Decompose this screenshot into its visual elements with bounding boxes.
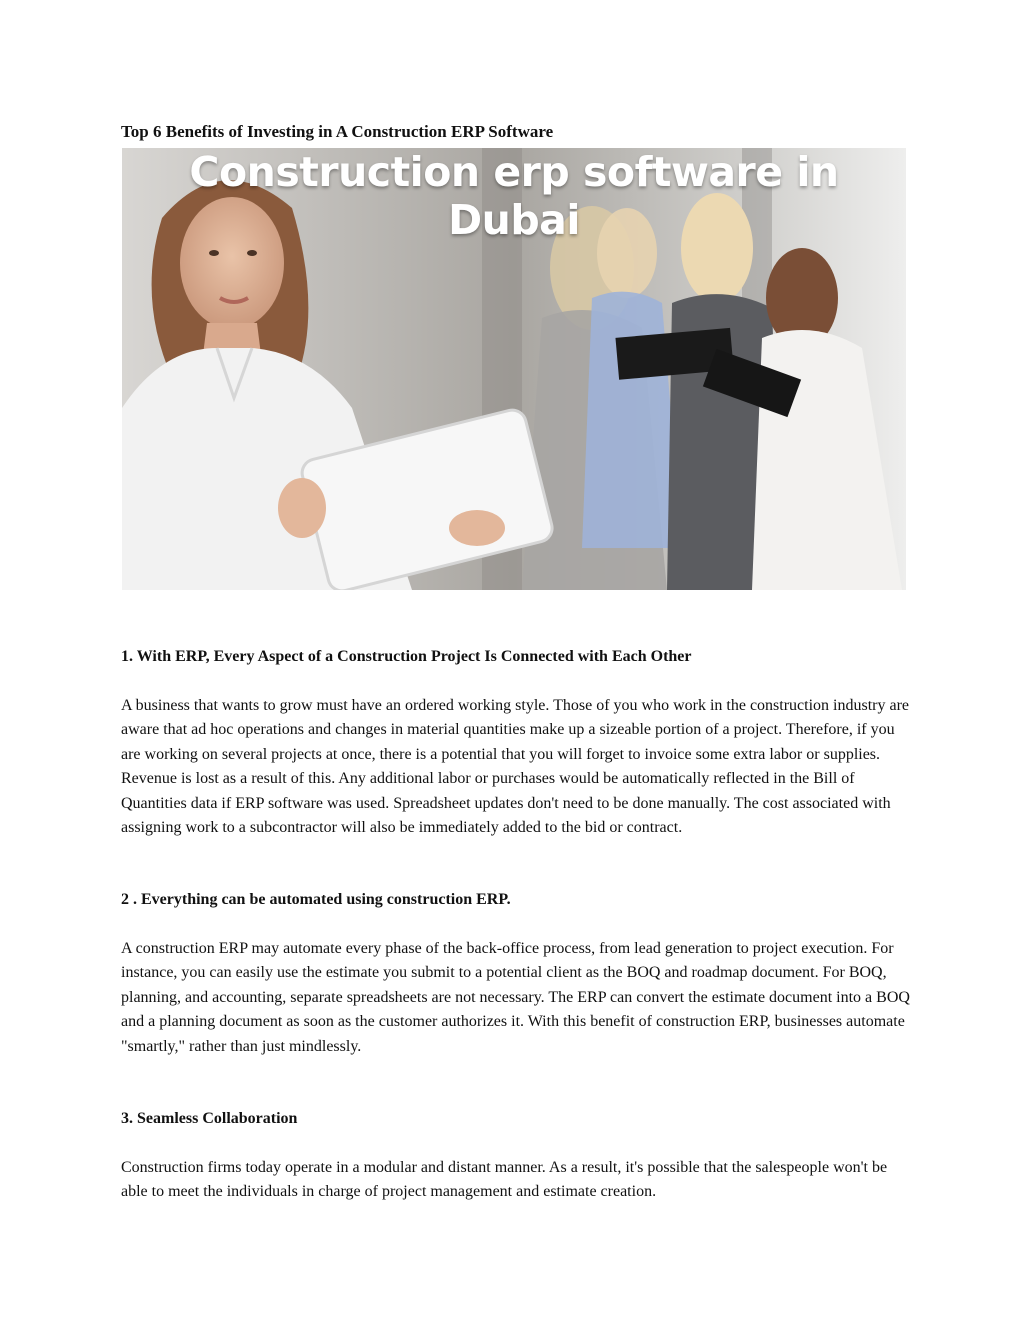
section-3-body: Construction firms today operate in a modular and distant manner. As a result, it's possible that the salespeople won't be able to meet the individuals in charge of project management and estimate creation. <box>121 1159 888 1201</box>
hero-image-caption: Construction erp software in Dubai <box>189 148 839 244</box>
document-title: Top 6 Benefits of Investing in A Construction ERP Software <box>121 122 554 141</box>
section-3-heading: 3. Seamless Collaboration <box>121 1110 298 1127</box>
section-2-body: A construction ERP may automate every phase of the back-office process, from lead generation to project execution. For instance, you can easily use the estimate you submit to a potential client as the BOQ and roadmap document. For BOQ, planning, and accounting, separate spreadsheets are not necessary. The ERP can convert the estimate document into a BOQ and a planning document as soon as the customer authorizes it. With this benefit of construction ERP, businesses automate "smartly," rather than just mindlessly. <box>121 940 910 1055</box>
section-1-heading: 1. With ERP, Every Aspect of a Construction Project Is Connected with Each Other <box>121 648 692 665</box>
section-2-heading: 2 . Everything can be automated using construction ERP. <box>121 891 511 908</box>
section-1-body: A business that wants to grow must have an ordered working style. Those of you who work in the construction industry are aware that ad hoc operations and changes in material quantities make up a sizeable portion of a project. Therefore, if you are working on several projects at once, there is a potential that you will forget to invoice some extra labor or supplies. Revenue is lost as a result of this. Any additional labor or purchases would be automatically reflected in the Bill of Quantities data if ERP software was used. Spreadsheet updates don't need to be done manually. The cost associated with assigning work to a subcontractor will also be immediately added to the bid or contract. <box>121 697 910 837</box>
hero-image <box>122 148 906 590</box>
